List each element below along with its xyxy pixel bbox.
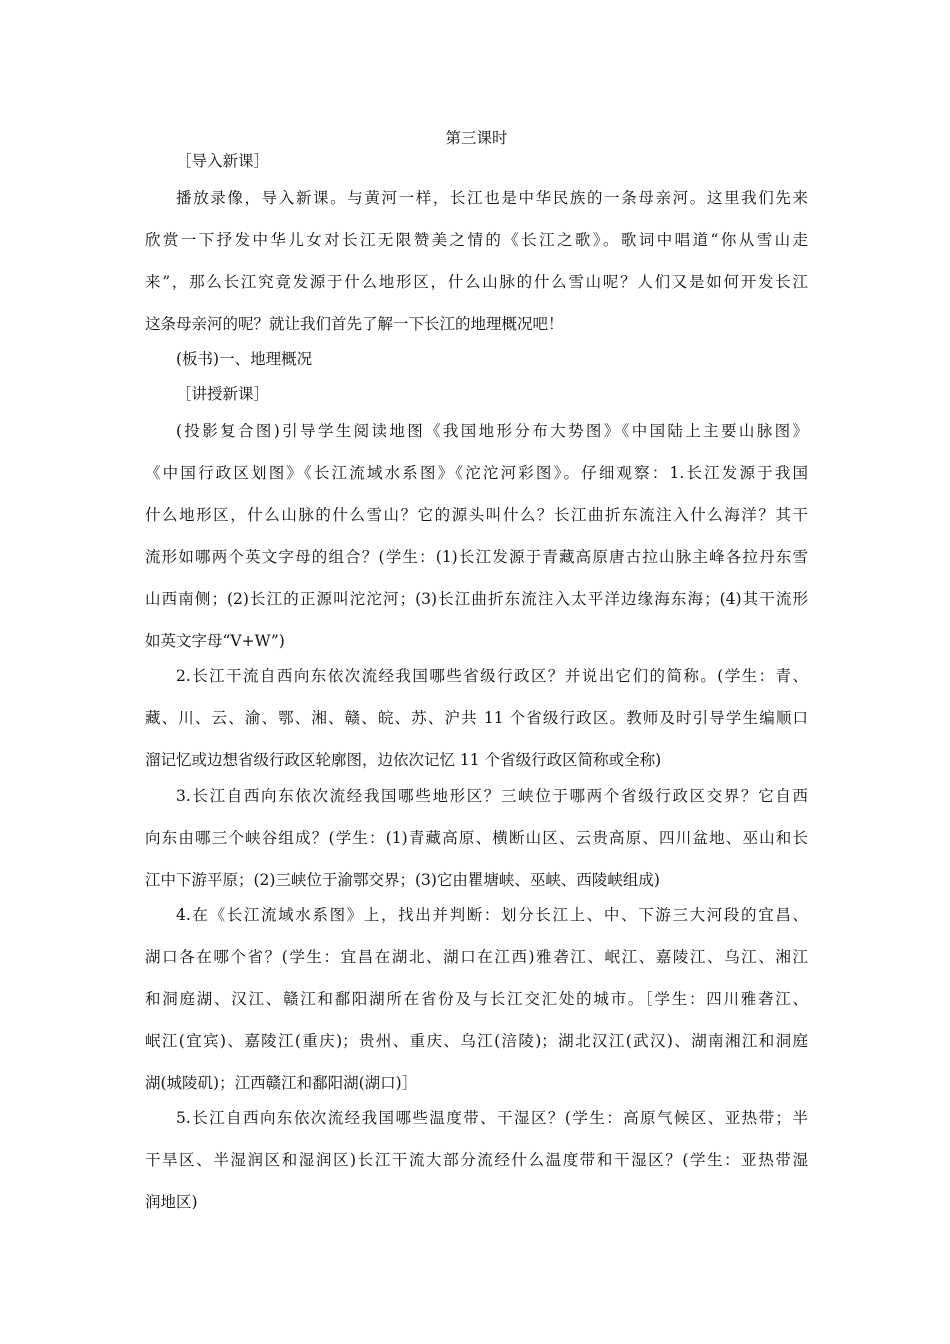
paragraph-line: 溜记忆或边想省级行政区轮廓图，边依次记忆 11 个省级行政区简称或全称) bbox=[145, 751, 662, 769]
page-title: 第三课时 bbox=[445, 129, 508, 147]
paragraph-line: 湖(城陵矶)；江西赣江和鄱阳湖(湖口)］ bbox=[145, 1074, 418, 1092]
paragraph-line: 向东由哪三个峡谷组成？(学生：(1)青藏高原、横断山区、云贵高原、四川盆地、巫山和长 bbox=[145, 829, 808, 847]
paragraph-line: 播放录像，导入新课。与黄河一样，长江也是中华民族的一条母亲河。这里我们先来 bbox=[176, 189, 808, 207]
paragraph-line: 来”，那么长江究竟发源于什么地形区，什么山脉的什么雪山呢？人们又是如何开发长江 bbox=[145, 273, 808, 291]
paragraph-line: 《中国行政区划图》《长江流域水系图》《沱沱河彩图》。仔细观察：1.长江发源于我国 bbox=[145, 464, 808, 482]
paragraph-line: 江中下游平原；(2)三峡位于渝鄂交界；(3)它由瞿塘峡、巫峡、西陵峡组成) bbox=[145, 871, 660, 889]
paragraph-line: 和洞庭湖、汉江、赣江和鄱阳湖所在省份及与长江交汇处的城市。［学生：四川雅砻江、 bbox=[145, 990, 808, 1008]
paragraph-line: 4.在《长江流域水系图》上，找出并判断：划分长江上、中、下游三大河段的宜昌、 bbox=[176, 906, 808, 924]
paragraph-line: 2.长江干流自西向东依次流经我国哪些省级行政区？并说出它们的简称。(学生：青、 bbox=[176, 667, 808, 685]
paragraph-line: 山西南侧；(2)长江的正源叫沱沱河；(3)长江曲折东流注入太平洋边缘海东海；(4)其干流形 bbox=[145, 590, 808, 608]
paragraph-line: 什么地形区，什么山脉的什么雪山？它的源头叫什么？长江曲折东流注入什么海洋？其干 bbox=[145, 506, 808, 524]
section-heading-intro: ［导入新课］ bbox=[176, 152, 270, 170]
paragraph-line: 岷江(宜宾)、嘉陵江(重庆)；贵州、重庆、乌江(涪陵)；湖北汉江(武汉)、湖南湘江和洞庭 bbox=[145, 1032, 808, 1050]
blackboard-note: (板书)一、地理概况 bbox=[176, 350, 313, 368]
paragraph-line: 干旱区、半湿润区和湿润区)长江干流大部分流经什么温度带和干湿区？(学生：亚热带湿 bbox=[145, 1151, 808, 1169]
paragraph-line: 润地区) bbox=[145, 1193, 198, 1211]
paragraph-line: 欣赏一下抒发中华儿女对长江无限赞美之情的《长江之歌》。歌词中唱道“你从雪山走 bbox=[145, 231, 808, 249]
paragraph-line: 这条母亲河的呢？就让我们首先了解一下长江的地理概况吧！ bbox=[145, 315, 564, 333]
paragraph-line: 3.长江自西向东依次流经我国哪些地形区？三峡位于哪两个省级行政区交界？它自西 bbox=[176, 787, 808, 805]
paragraph-line: 流形如哪两个英文字母的组合？(学生：(1)长江发源于青藏高原唐古拉山脉主峰各拉丹东雪 bbox=[145, 548, 808, 566]
section-heading-lecture: ［讲授新课］ bbox=[176, 385, 270, 403]
paragraph-line: 藏、川、云、渝、鄂、湘、赣、皖、苏、沪共 11 个省级行政区。教师及时引导学生编顺口 bbox=[145, 709, 808, 727]
paragraph-line: 如英文字母“V+W”) bbox=[145, 632, 285, 650]
paragraph-line: (投影复合图)引导学生阅读地图《我国地形分布大势图》《中国陆上主要山脉图》 bbox=[176, 422, 808, 440]
paragraph-line: 5.长江自西向东依次流经我国哪些温度带、干湿区？(学生：高原气候区、亚热带；半 bbox=[176, 1109, 808, 1127]
paragraph-line: 湖口各在哪个省？(学生：宜昌在湖北、湖口在江西)雅砻江、岷江、嘉陵江、乌江、湘江 bbox=[145, 948, 808, 966]
